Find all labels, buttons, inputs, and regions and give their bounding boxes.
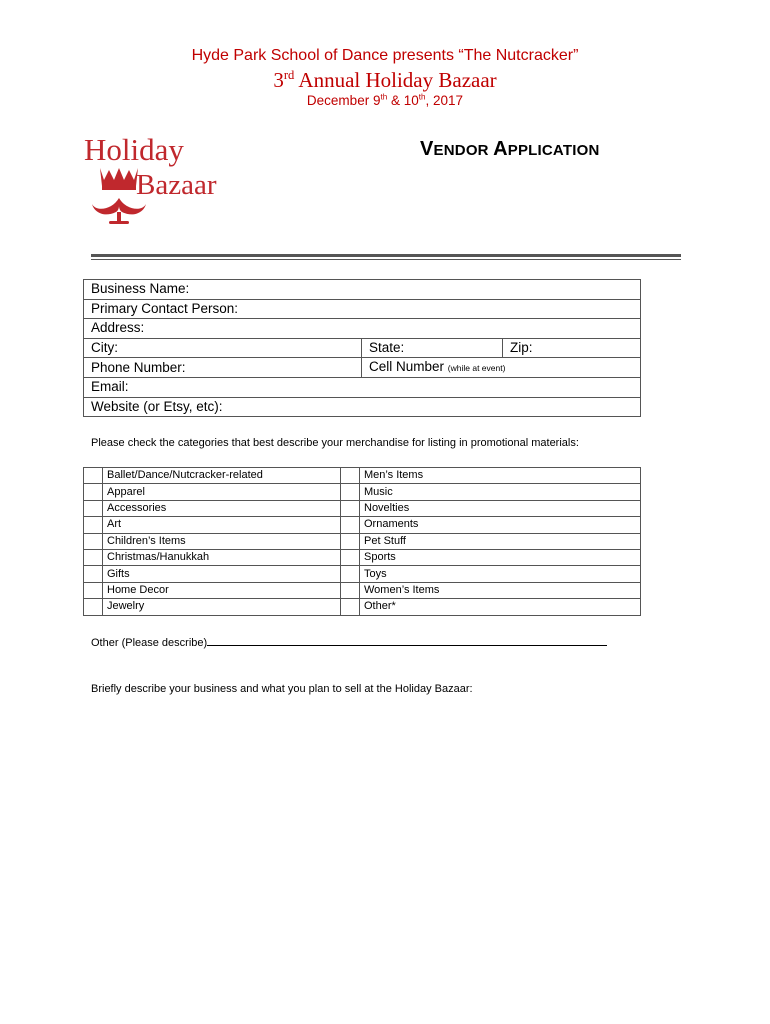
category-checkbox[interactable] <box>341 582 360 598</box>
row-email <box>84 378 641 398</box>
logo-word-holiday: Holiday <box>84 132 184 167</box>
date-part-1: December 9 <box>306 93 381 108</box>
category-label: Christmas/Hanukkah <box>103 549 341 565</box>
category-label: Gifts <box>103 566 341 582</box>
category-checkbox[interactable] <box>341 484 360 500</box>
category-checkbox[interactable] <box>84 500 103 516</box>
state-field[interactable]: State: <box>362 338 503 358</box>
category-checkbox[interactable] <box>84 517 103 533</box>
category-checkbox[interactable] <box>84 582 103 598</box>
event-title-text: Annual Holiday Bazaar <box>294 68 497 92</box>
city-field[interactable]: City: <box>84 338 362 358</box>
category-label: Ornaments <box>360 517 641 533</box>
category-label: Sports <box>360 549 641 565</box>
category-checkbox[interactable] <box>84 549 103 565</box>
category-label: Novelties <box>360 500 641 516</box>
title-cap-v: V <box>420 138 434 160</box>
business-name-field[interactable]: Business Name: <box>84 280 641 300</box>
category-label: Home Decor <box>103 582 341 598</box>
category-row <box>84 517 641 533</box>
other-describe-line[interactable] <box>207 635 607 646</box>
vendor-application-title <box>420 138 599 161</box>
category-label: Pet Stuff <box>360 533 641 549</box>
category-checkbox[interactable] <box>341 533 360 549</box>
date-suffix-2: th <box>418 92 426 102</box>
category-row <box>84 468 641 484</box>
category-label: Children’s Items <box>103 533 341 549</box>
category-checkbox[interactable] <box>84 484 103 500</box>
zip-field[interactable]: Zip: <box>503 338 641 358</box>
date-suffix-1: th <box>380 92 388 102</box>
business-description-prompt: Briefly describe your business and what you plan to sell at the Holiday Bazaar: <box>91 683 473 695</box>
title-endor: ENDOR <box>433 142 494 159</box>
categories-table <box>83 467 641 616</box>
title-cap-a: A <box>493 138 508 160</box>
header-presents: Hyde Park School of Dance presents “The Nutcracker” <box>191 47 579 64</box>
address-field[interactable]: Address: <box>84 319 641 339</box>
category-checkbox[interactable] <box>341 549 360 565</box>
category-checkbox[interactable] <box>84 533 103 549</box>
cell-label: Cell Number <box>369 359 445 374</box>
category-label: Art <box>103 517 341 533</box>
crown-icon <box>100 168 138 190</box>
category-row <box>84 566 641 582</box>
category-checkbox[interactable] <box>341 517 360 533</box>
event-number-suffix: rd <box>283 68 295 82</box>
category-checkbox[interactable] <box>84 468 103 484</box>
category-label: Jewelry <box>103 599 341 615</box>
category-label: Women’s Items <box>360 582 641 598</box>
row-city <box>84 338 641 358</box>
category-label: Toys <box>360 566 641 582</box>
date-part-3: , 2017 <box>425 93 464 108</box>
category-row <box>84 533 641 549</box>
row-contact <box>84 299 641 319</box>
category-row <box>84 500 641 516</box>
cell-field[interactable] <box>362 358 641 378</box>
category-row <box>84 582 641 598</box>
category-checkbox[interactable] <box>341 468 360 484</box>
header-dates <box>0 93 770 108</box>
category-label: Accessories <box>103 500 341 516</box>
category-label: Apparel <box>103 484 341 500</box>
category-row <box>84 549 641 565</box>
vendor-info-table <box>83 279 641 417</box>
category-checkbox[interactable] <box>341 500 360 516</box>
primary-contact-field[interactable]: Primary Contact Person: <box>84 299 641 319</box>
email-field[interactable]: Email: <box>84 378 641 398</box>
cell-note: (while at event) <box>447 363 506 373</box>
date-part-2: & 10 <box>387 93 419 108</box>
category-label: Men’s Items <box>360 468 641 484</box>
row-address <box>84 319 641 339</box>
row-phone <box>84 358 641 378</box>
mustache-icon <box>92 198 146 224</box>
category-label: Other* <box>360 599 641 615</box>
category-checkbox[interactable] <box>341 599 360 615</box>
categories-prompt: Please check the categories that best describe your merchandise for listing in promotional materials: <box>91 437 579 449</box>
title-pplication: PPLICATION <box>507 142 600 159</box>
category-checkbox[interactable] <box>84 599 103 615</box>
website-field[interactable]: Website (or Etsy, etc): <box>84 397 641 417</box>
category-row <box>84 599 641 615</box>
category-label: Music <box>360 484 641 500</box>
category-checkbox[interactable] <box>341 566 360 582</box>
phone-field[interactable]: Phone Number: <box>84 358 362 378</box>
row-business <box>84 280 641 300</box>
category-checkbox[interactable] <box>84 566 103 582</box>
event-number: 3 <box>273 68 284 92</box>
other-describe-row <box>91 635 607 649</box>
divider-thin <box>91 259 681 260</box>
other-describe-label: Other (Please describe) <box>91 637 208 649</box>
divider-thick <box>91 254 681 257</box>
category-label: Ballet/Dance/Nutcracker-related <box>103 468 341 484</box>
row-website <box>84 397 641 417</box>
holiday-bazaar-logo <box>84 128 234 228</box>
header-event-title <box>0 68 770 93</box>
logo-word-bazaar: Bazaar <box>136 169 217 201</box>
category-row <box>84 484 641 500</box>
